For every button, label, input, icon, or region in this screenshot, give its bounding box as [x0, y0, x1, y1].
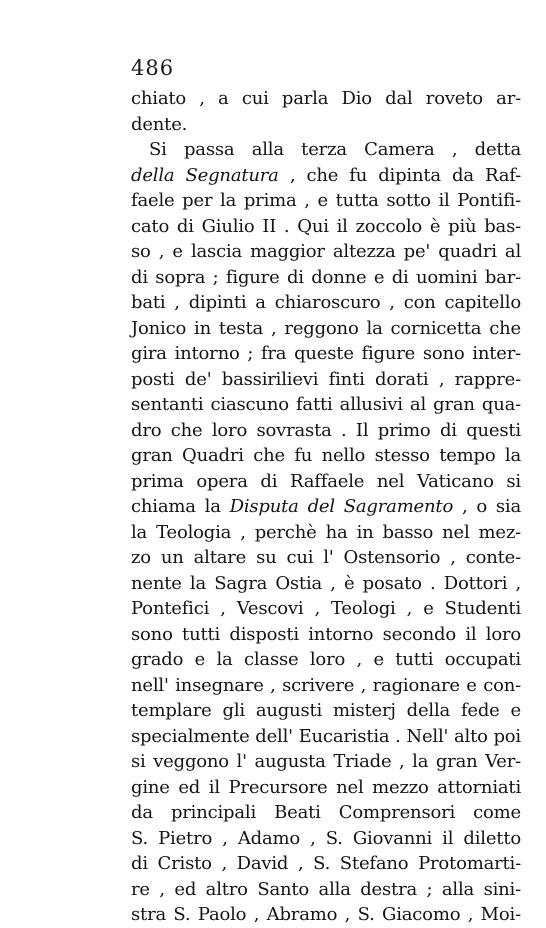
text-line: Si passa alla terza Camera , detta	[149, 139, 521, 160]
text-line: la Teologia , perchè ha in basso nel mez-	[131, 521, 521, 543]
text-line: bati , dipinti a chiaroscuro , con capitello	[131, 292, 521, 313]
page-number: 486	[131, 56, 175, 80]
text-line: della Segnatura , che fu dipinta da Raf-	[131, 164, 521, 186]
text-line: dro che loro sovrasta . Il primo di questi	[131, 419, 521, 441]
text-line: di sopra ; figure di donne e di uomini bar-	[131, 266, 521, 288]
text-line: sentanti ciascuno fatti allusivi al gran qua-	[131, 394, 521, 415]
text-line: gira intorno ; fra queste figure sono inter-	[131, 343, 521, 364]
text-line: cato di Giulio II . Qui il zoccolo è più bas-	[131, 215, 521, 237]
text-line: so , e lascia maggior altezza pe' quadri al	[131, 241, 521, 262]
text-line: chiama la Disputa del Sagramento , o sia	[131, 496, 521, 517]
italic-title: della Segnatura	[131, 164, 279, 186]
text-line: dente.	[131, 113, 188, 135]
text-line: si veggono l' augusta Triade , la gran Ver-	[131, 751, 521, 772]
text-line: zo un altare su cui l' Ostensorio , conte-	[131, 547, 521, 568]
text-line: Jonico in testa , reggono la cornicetta che	[131, 317, 521, 339]
italic-title: Disputa del Sagramento	[229, 496, 454, 517]
text-line: grado e la classe loro , e tutti occupati	[131, 649, 521, 670]
text-line: S. Pietro , Adamo , S. Giovanni il diletto	[131, 827, 521, 849]
text-line: da principali Beati Comprensori come	[131, 802, 521, 823]
text-line: posti de' bassirilievi finti dorati , rappre-	[131, 368, 521, 390]
text-line: specialmente dell' Eucaristia . Nell' alto poi	[131, 725, 521, 747]
text-line: chiato , a cui parla Dio dal roveto ar-	[131, 88, 521, 109]
text-line: gine ed il Precursore nel mezzo attorniati	[131, 776, 521, 798]
text-line: re , ed altro Santo alla destra ; alla sini-	[131, 878, 521, 900]
text-line: Pontefici , Vescovi , Teologi , e Studenti	[131, 598, 521, 619]
text-line: gran Quadri che fu nello stesso tempo la	[131, 445, 521, 466]
text-line: nente la Sagra Ostia , è posato . Dottori ,	[131, 572, 521, 594]
text-line: prima opera di Raffaele nel Vaticano si	[131, 470, 521, 492]
text-line: sono tutti disposti intorno secondo il loro	[131, 623, 521, 645]
body-text	[131, 86, 521, 928]
text-line: faele per la prima , e tutta sotto il Pontifi-	[131, 190, 521, 211]
text-line: stra S. Paolo , Abramo , S. Giacomo , Moi-	[131, 904, 521, 925]
text-line: di Cristo , David , S. Stefano Protomarti-	[131, 853, 521, 874]
text-line: nell' insegnare , scrivere , ragionare e con-	[131, 674, 521, 696]
text-line: templare gli augusti misterj della fede e	[131, 700, 521, 721]
